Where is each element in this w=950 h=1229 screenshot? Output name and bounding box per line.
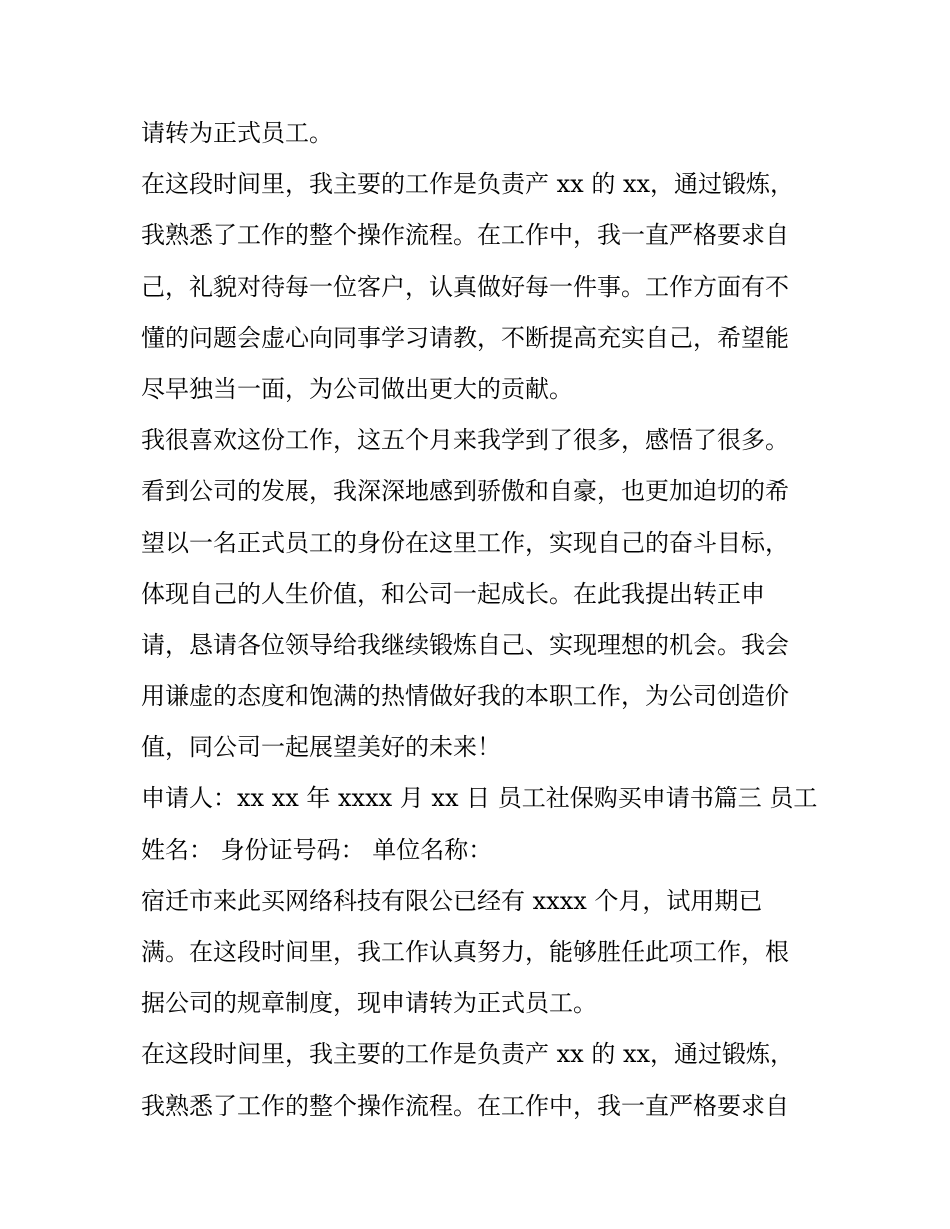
- text-line-19: 在这段时间里，我主要的工作是负责产 xx 的 xx，通过锻炼，: [141, 1040, 795, 1069]
- text-line-18: 据公司的规章制度，现申请转为正式员工。: [141, 989, 597, 1018]
- text-line-17: 满。在这段时间里，我工作认真努力，能够胜任此项工作，根: [141, 938, 789, 966]
- text-line-1: 请转为正式员工。: [141, 119, 333, 147]
- text-line-11: 请，恳请各位领导给我继续锻炼自己、实现理想的机会。我会: [141, 630, 789, 659]
- text-line-5: 懂的问题会虚心向同事学习请教，不断提高充实自己，希望能: [141, 323, 789, 352]
- text-line-6: 尽早独当一面，为公司做出更大的贡献。: [141, 374, 573, 403]
- text-line-16: 宿迁市来此买网络科技有限公已经有 xxxx 个月，试用期已: [141, 886, 763, 915]
- text-line-14: 申请人：xx xx 年 xxxx 月 xx 日 员工社保购买申请书篇三 员工: [141, 784, 818, 813]
- text-line-20: 我熟悉了工作的整个操作流程。在工作中，我一直严格要求自: [141, 1091, 789, 1120]
- text-line-2: 在这段时间里，我主要的工作是负责产 xx 的 xx，通过锻炼，: [141, 170, 795, 199]
- text-line-9: 望以一名正式员工的身份在这里工作，实现自己的奋斗目标，: [141, 528, 789, 557]
- text-line-12: 用谦虚的态度和饱满的热情做好我的本职工作，为公司创造价: [141, 682, 789, 711]
- text-line-4: 己，礼貌对待每一位客户，认真做好每一件事。工作方面有不: [141, 272, 789, 301]
- text-line-15: 姓名： 身份证号码： 单位名称：: [141, 835, 493, 864]
- text-line-10: 体现自己的人生价值，和公司一起成长。在此我提出转正申: [141, 579, 765, 608]
- text-line-8: 看到公司的发展，我深深地感到骄傲和自豪，也更加迫切的希: [141, 477, 789, 506]
- text-line-3: 我熟悉了工作的整个操作流程。在工作中，我一直严格要求自: [141, 221, 789, 250]
- document-body: [141, 108, 821, 1132]
- text-line-13: 值，同公司一起展望美好的未来！: [141, 733, 501, 762]
- text-line-7: 我很喜欢这份工作，这五个月来我学到了很多，感悟了很多。: [141, 426, 789, 455]
